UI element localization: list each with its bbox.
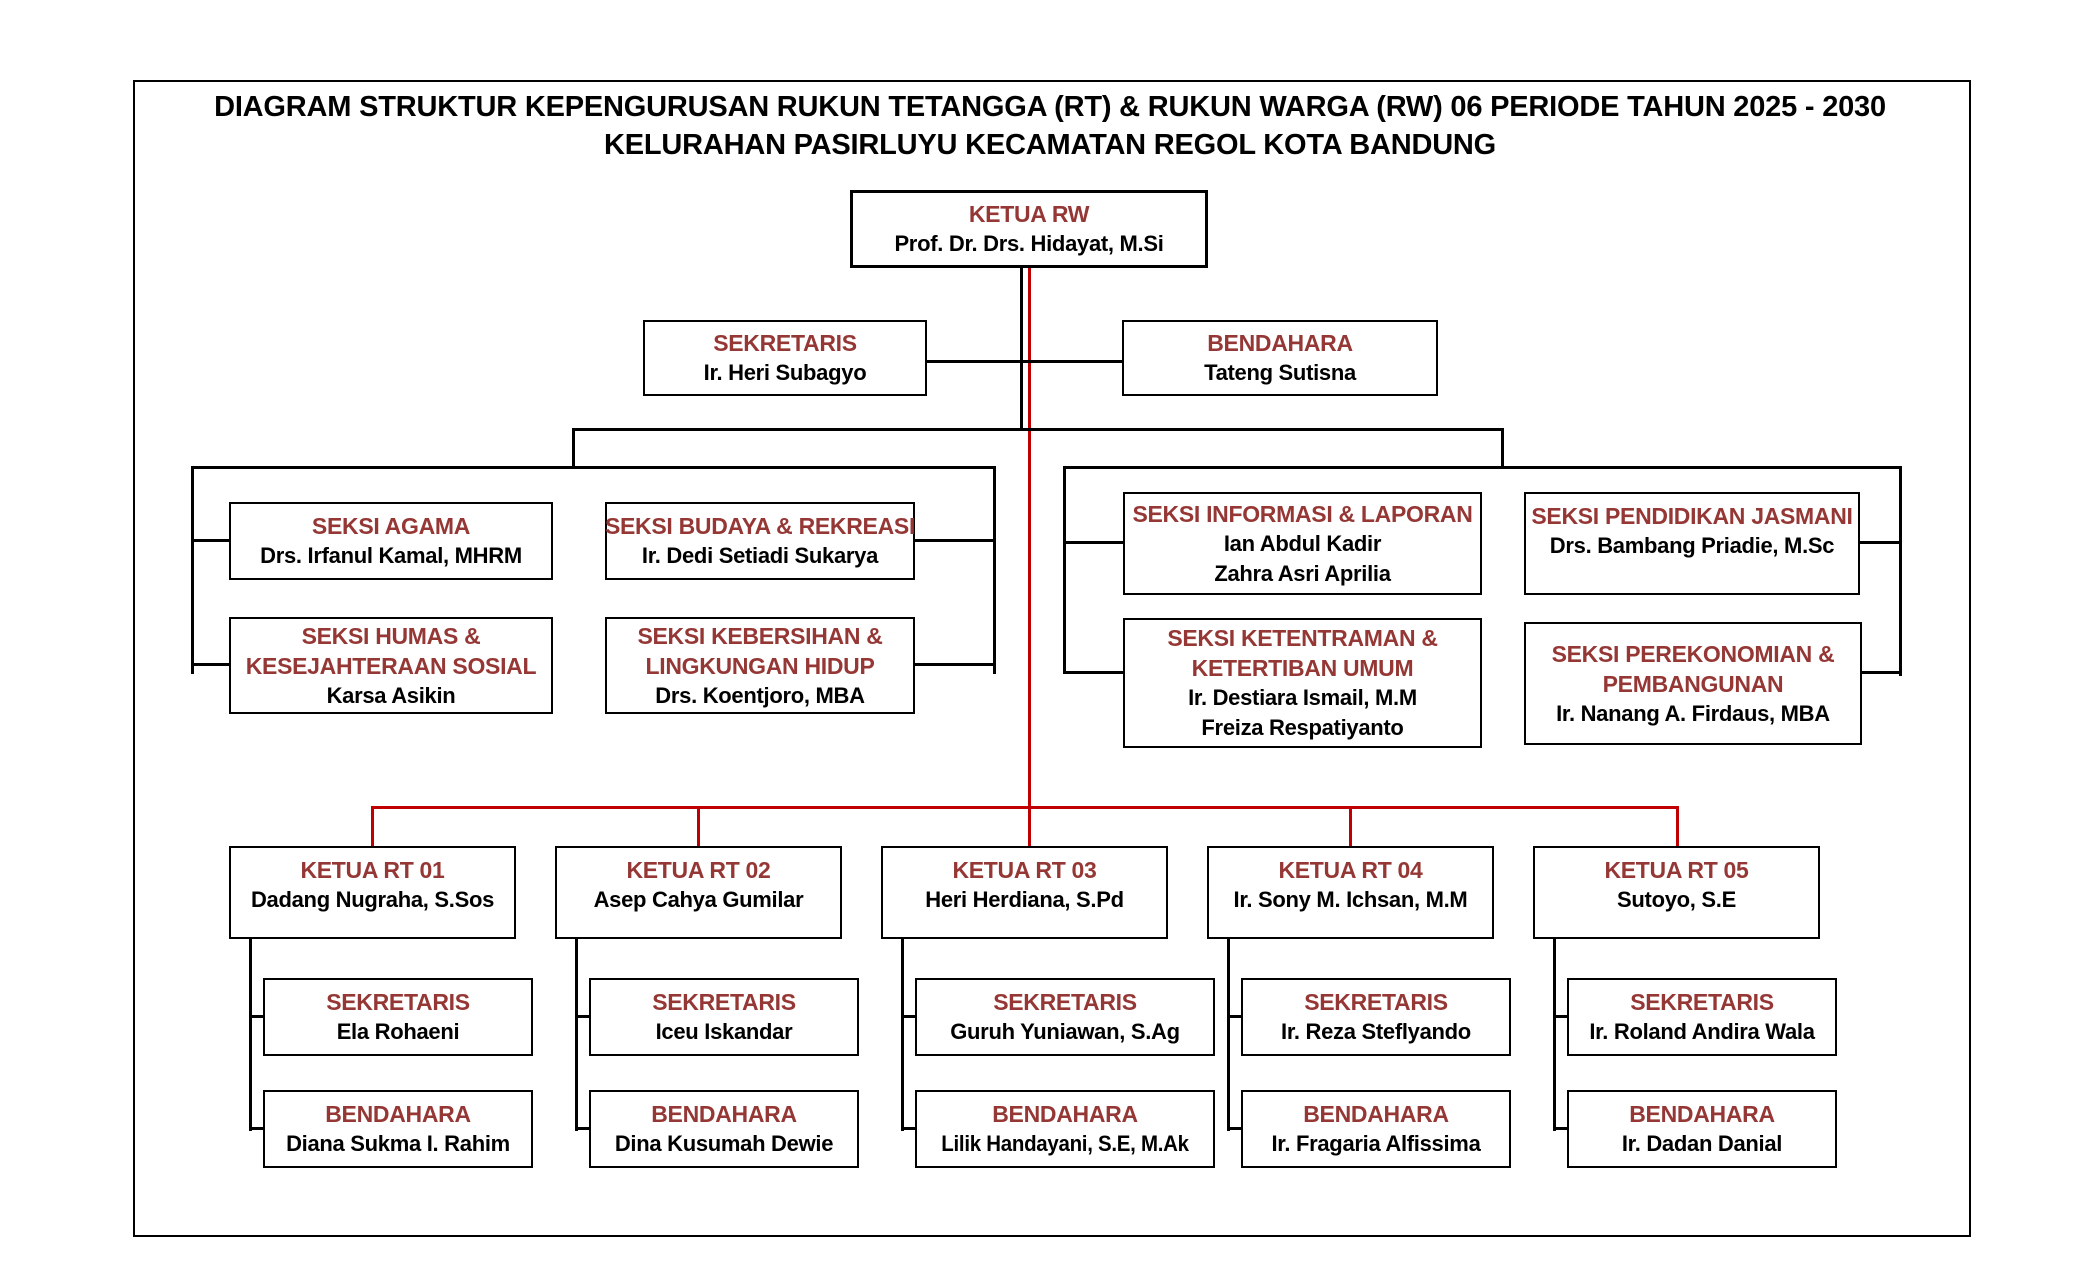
connector-sekretaris-bendahara (927, 360, 1122, 363)
seksi-budaya-name: Ir. Dedi Setiadi Sukarya (641, 543, 879, 568)
sekretaris-rt05-role: SEKRETARIS (1630, 989, 1774, 1015)
ketua-rt03-name: Heri Herdiana, S.Pd (925, 887, 1124, 912)
ketua-rt02-box (555, 846, 842, 939)
sekretaris-rt01-name: Ela Rohaeni (336, 1019, 460, 1044)
bendahara-rt01-box (263, 1090, 533, 1168)
connector-rt01-drop (371, 806, 374, 846)
seksi-ketentraman-title-1: SEKSI KETENTRAMAN & (1167, 625, 1438, 651)
sekretaris-rt02-box (589, 978, 859, 1056)
ketua-rt04-box (1207, 846, 1494, 939)
ketua-rw-role: KETUA RW (968, 201, 1090, 227)
connector-rt04-drop (1349, 806, 1352, 846)
bendahara-rt01-name: Diana Sukma I. Rahim (286, 1131, 510, 1156)
sekretaris-rt05-box (1567, 978, 1837, 1056)
seksi-perekonomian-title-2: PEMBANGUNAN (1602, 670, 1784, 697)
stub-seksi-agama (191, 539, 231, 542)
seksi-agama-title: SEKSI AGAMA (311, 513, 471, 539)
right-group-right-spine (1899, 466, 1902, 676)
sekretaris-rt03-box (915, 978, 1215, 1056)
seksi-budaya-title: SEKSI BUDAYA & REKREASI (604, 513, 916, 539)
stub-seksi-informasi (1063, 541, 1125, 544)
sekretaris-rt04-name: Ir. Reza Steflyando (1281, 1019, 1471, 1044)
bendahara-rt01-role: BENDAHARA (325, 1101, 471, 1127)
rt03-spine (901, 939, 904, 1131)
sekretaris-rw-box (643, 320, 927, 396)
seksi-ketentraman-name-2: Freiza Respatiyanto (1201, 715, 1404, 740)
connector-rw-vertical-red (1028, 268, 1031, 846)
bendahara-rw-role: BENDAHARA (1207, 330, 1353, 356)
ketua-rt04-name: Ir. Sony M. Ichsan, M.M (1233, 887, 1468, 912)
ketua-rw-name: Prof. Dr. Drs. Hidayat, M.Si (894, 231, 1164, 256)
stub-seksi-ketentraman (1063, 671, 1125, 674)
bendahara-rt02-box (589, 1090, 859, 1168)
seksi-humas-box (229, 617, 553, 714)
left-group-right-spine (993, 466, 996, 674)
connector-rt02-drop (697, 806, 700, 846)
sekretaris-rt01-box (263, 978, 533, 1056)
left-group-top-edge (191, 466, 996, 469)
ketua-rt01-name: Dadang Nugraha, S.Sos (250, 887, 495, 912)
bendahara-rt03-role: BENDAHARA (992, 1101, 1138, 1127)
seksi-informasi-title: SEKSI INFORMASI & LAPORAN (1132, 500, 1473, 527)
seksi-humas-name: Karsa Asikin (326, 682, 456, 708)
ketua-rt05-role: KETUA RT 05 (1604, 857, 1749, 883)
bendahara-rt03-box (915, 1090, 1215, 1168)
ketua-rt01-box (229, 846, 516, 939)
seksi-perekonomian-title-1: SEKSI PEREKONOMIAN & (1551, 640, 1835, 667)
seksi-pendidikan-name: Drs. Bambang Priadie, M.Sc (1549, 533, 1835, 558)
bendahara-rt04-box (1241, 1090, 1511, 1168)
rt05-spine (1553, 939, 1556, 1131)
bendahara-rt05-role: BENDAHARA (1629, 1101, 1775, 1127)
seksi-ketentraman-name-1: Ir. Destiara Ismail, M.M (1188, 685, 1417, 710)
connector-rt05-drop (1676, 806, 1679, 846)
bendahara-rt02-name: Dina Kusumah Dewie (614, 1131, 834, 1156)
seksi-kebersihan-title-1: SEKSI KEBERSIHAN & (637, 622, 883, 649)
ketua-rt03-role: KETUA RT 03 (952, 857, 1097, 883)
seksi-pendidikan-title: SEKSI PENDIDIKAN JASMANI (1531, 503, 1853, 529)
bendahara-rt04-name: Ir. Fragaria Alfissima (1271, 1131, 1481, 1156)
stub-seksi-perekonomian (1860, 671, 1902, 674)
sekretaris-rt03-role: SEKRETARIS (993, 989, 1137, 1015)
sekretaris-rt02-role: SEKRETARIS (652, 989, 796, 1015)
connector-seksi-branch-horizontal (572, 428, 1504, 431)
connector-seksi-branch-drop-left (572, 428, 575, 469)
ketua-rt03-box (881, 846, 1168, 939)
bendahara-rt05-name: Ir. Dadan Danial (1621, 1131, 1783, 1156)
seksi-kebersihan-name: Drs. Koentjoro, MBA (655, 682, 865, 708)
sekretaris-rt01-role: SEKRETARIS (326, 989, 470, 1015)
bendahara-rt05-box (1567, 1090, 1837, 1168)
sekretaris-rt04-role: SEKRETARIS (1304, 989, 1448, 1015)
connector-seksi-branch-drop-right (1501, 428, 1504, 469)
connector-rt-branch-horizontal (371, 806, 1679, 809)
stub-seksi-budaya (913, 539, 996, 542)
bendahara-rw-name: Tateng Sutisna (1204, 360, 1356, 385)
connector-rw-vertical-black (1020, 268, 1023, 430)
seksi-pendidikan-box (1524, 492, 1860, 595)
stub-seksi-humas (191, 663, 231, 666)
sekretaris-rt03-name: Guruh Yuniawan, S.Ag (950, 1019, 1180, 1044)
seksi-kebersihan-title-2: LINGKUNGAN HIDUP (645, 652, 875, 679)
sekretaris-rt02-name: Iceu Iskandar (655, 1019, 793, 1044)
sekretaris-rw-name: Ir. Heri Subagyo (703, 360, 867, 385)
seksi-perekonomian-box (1524, 622, 1862, 745)
seksi-agama-box (229, 502, 553, 580)
right-group-top-edge (1063, 466, 1902, 469)
seksi-ketentraman-box (1123, 618, 1482, 748)
seksi-humas-title-1: SEKSI HUMAS & (301, 622, 481, 649)
ketua-rt05-name: Sutoyo, S.E (1617, 887, 1736, 912)
seksi-informasi-name-2: Zahra Asri Aprilia (1214, 560, 1391, 586)
rt04-spine (1227, 939, 1230, 1131)
sekretaris-rw-role: SEKRETARIS (713, 330, 857, 356)
rt02-spine (575, 939, 578, 1131)
seksi-informasi-name-1: Ian Abdul Kadir (1223, 530, 1382, 556)
seksi-budaya-box (605, 502, 915, 580)
right-group-left-spine (1063, 466, 1066, 674)
ketua-rt05-box (1533, 846, 1820, 939)
ketua-rw-box (850, 190, 1208, 268)
seksi-humas-title-2: KESEJAHTERAAN SOSIAL (245, 652, 537, 679)
bendahara-rt03-name: Lilik Handayani, S.E, M.Ak (941, 1131, 1189, 1156)
bendahara-rt04-role: BENDAHARA (1303, 1101, 1449, 1127)
diagram-title-line-2: KELURAHAN PASIRLUYU KECAMATAN REGOL KOTA BANDUNG (603, 129, 1497, 161)
ketua-rt04-role: KETUA RT 04 (1278, 857, 1423, 883)
ketua-rt01-role: KETUA RT 01 (300, 857, 445, 883)
seksi-perekonomian-name: Ir. Nanang A. Firdaus, MBA (1556, 700, 1830, 726)
left-group-left-spine (191, 466, 194, 674)
seksi-kebersihan-box (605, 617, 915, 714)
bendahara-rt02-role: BENDAHARA (651, 1101, 797, 1127)
ketua-rt02-name: Asep Cahya Gumilar (593, 887, 804, 912)
stub-seksi-kebersihan (913, 663, 996, 666)
seksi-agama-name: Drs. Irfanul Kamal, MHRM (260, 543, 522, 568)
sekretaris-rt04-box (1241, 978, 1511, 1056)
diagram-title-line-1: DIAGRAM STRUKTUR KEPENGURUSAN RUKUN TETANGGA (RT) & RUKUN WARGA (RW) 06 PERIODE TAHUN 2025 - 2030 (214, 91, 1886, 123)
sekretaris-rt05-name: Ir. Roland Andira Wala (1589, 1019, 1815, 1044)
ketua-rt02-role: KETUA RT 02 (626, 857, 771, 883)
seksi-informasi-box (1123, 492, 1482, 595)
rt01-spine (249, 939, 252, 1131)
stub-seksi-pendidikan (1860, 541, 1902, 544)
bendahara-rw-box (1122, 320, 1438, 396)
seksi-ketentraman-title-2: KETERTIBAN UMUM (1191, 655, 1414, 681)
